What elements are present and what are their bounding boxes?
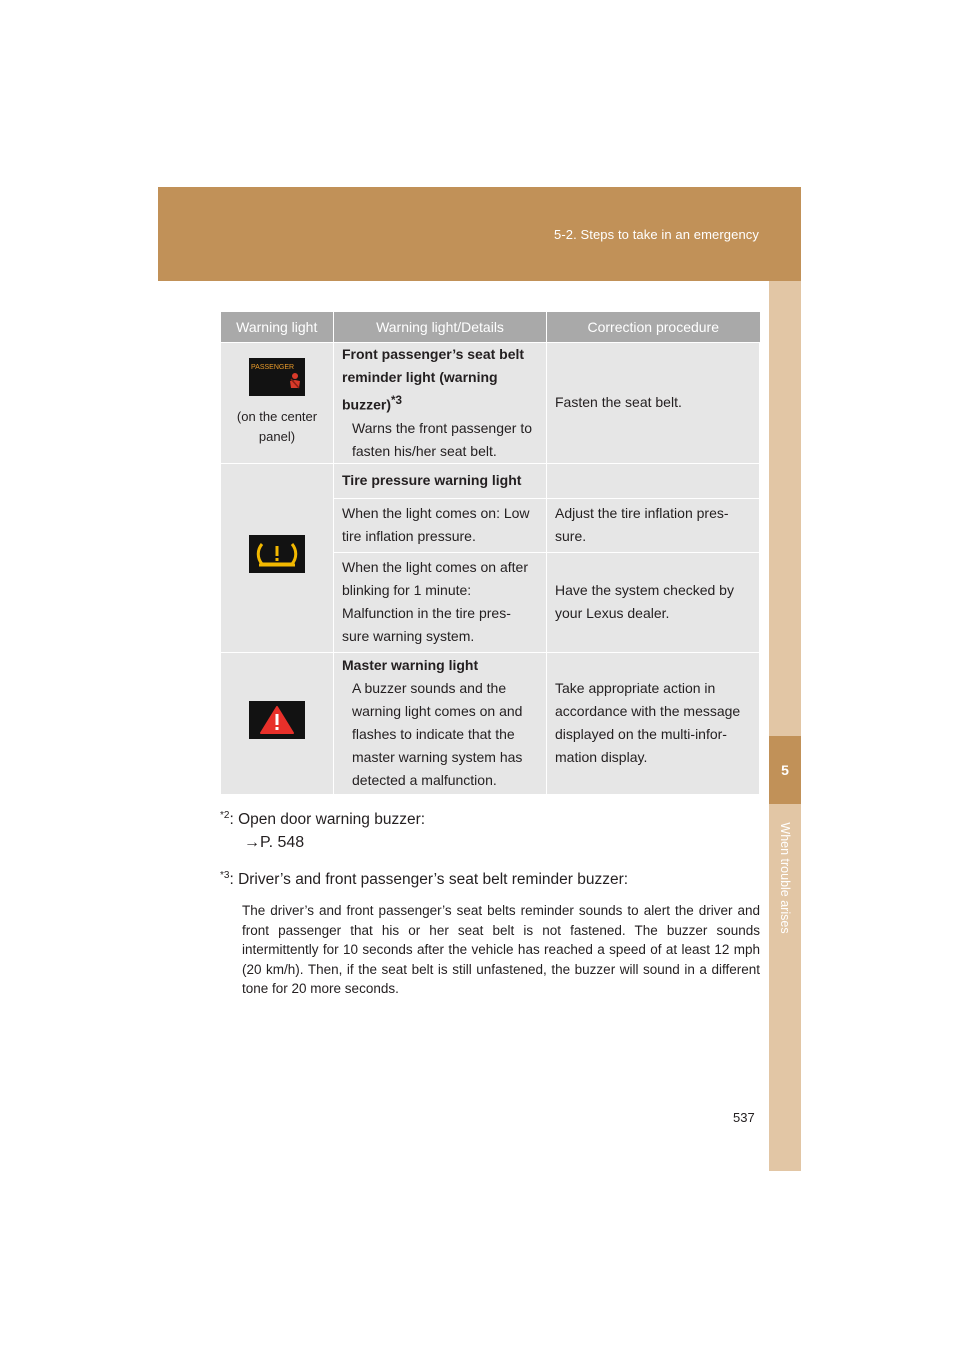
footnote-2-page-ref[interactable]: →P. 548 xyxy=(244,834,305,852)
chapter-label: When trouble arises xyxy=(778,822,792,934)
master-icon-cell xyxy=(221,652,334,794)
tire-pressure-icon xyxy=(249,535,305,580)
footnote-3-paragraph: The driver’s and front passenger’s seat belts reminder sounds to alert the driver and front passenger that his or her seat belt is not fastened. The buzzer sounds intermittently for 10 seconds after the vehicle has reached a speed of at least 12 mph (20 km/h). Then, if the seat belt is still unfastened, the buzzer will sound in a different tone for 20 more seconds. xyxy=(242,903,760,997)
passenger-title xyxy=(342,343,538,417)
footnote-3-text: : Driver’s and front passenger’s seat belt reminder buzzer: xyxy=(229,871,629,889)
passenger-icon-label: PASSENGER xyxy=(251,364,295,372)
passenger-title-text: Front passenger’s seat belt reminder light (warning buzzer) xyxy=(342,346,525,413)
footnote-3-mark: *3 xyxy=(220,870,230,882)
master-warning-icon xyxy=(249,701,305,746)
footnote-2-mark: *2 xyxy=(220,810,230,821)
section-header xyxy=(158,187,801,281)
table-row xyxy=(221,652,760,794)
tire-row2-detail: When the light comes on after blinking for 1 minute: Malfunction in the tire pres-sure warning system. xyxy=(334,552,547,652)
footnote-2 xyxy=(220,805,760,831)
tire-row1-correction: Adjust the tire inflation pres-sure. xyxy=(547,498,760,552)
passenger-detail: Warns the front passenger to fasten his/her seat belt. xyxy=(352,419,533,459)
tire-title: Tire pressure warning light xyxy=(334,463,547,498)
footnotes xyxy=(220,805,760,999)
warning-light-table xyxy=(220,312,760,795)
table-row xyxy=(221,463,760,498)
chapter-number: 5 xyxy=(769,736,801,804)
section-title: 5-2. Steps to take in an emergency xyxy=(553,227,759,242)
passenger-details-cell xyxy=(334,343,547,464)
footnote-2-text: : Open door warning buzzer: xyxy=(229,811,426,829)
tire-title-blank xyxy=(547,463,760,498)
tire-icon-cell xyxy=(221,463,334,652)
col-header-warning-light: Warning light xyxy=(221,312,334,343)
table-row xyxy=(221,343,760,464)
master-details-cell xyxy=(334,652,547,794)
master-detail: A buzzer sounds and the warning light comes on and flashes to indicate that the master warning system has detected a malfunction. xyxy=(352,680,523,789)
passenger-icon-cell xyxy=(221,343,334,464)
col-header-details: Warning light/Details xyxy=(334,312,547,343)
passenger-seatbelt-icon xyxy=(249,358,305,403)
col-header-correction: Correction procedure xyxy=(547,312,760,343)
tire-row2-correction: Have the system checked by your Lexus dealer. xyxy=(547,552,760,652)
footnote-3 xyxy=(220,865,760,891)
table-header-row xyxy=(221,312,760,343)
passenger-title-sup: *3 xyxy=(391,394,403,407)
passenger-correction: Fasten the seat belt. xyxy=(547,343,760,464)
master-correction: Take appropriate action in accordance with the message displayed on the multi-infor-mation display. xyxy=(547,652,760,794)
tire-row1-detail: When the light comes on: Low tire inflation pressure. xyxy=(334,498,547,552)
passenger-icon-caption: (on the center panel) xyxy=(236,409,318,445)
page-number: 537 xyxy=(733,1110,755,1125)
master-title: Master warning light xyxy=(342,657,479,674)
chapter-tab xyxy=(769,281,801,1171)
